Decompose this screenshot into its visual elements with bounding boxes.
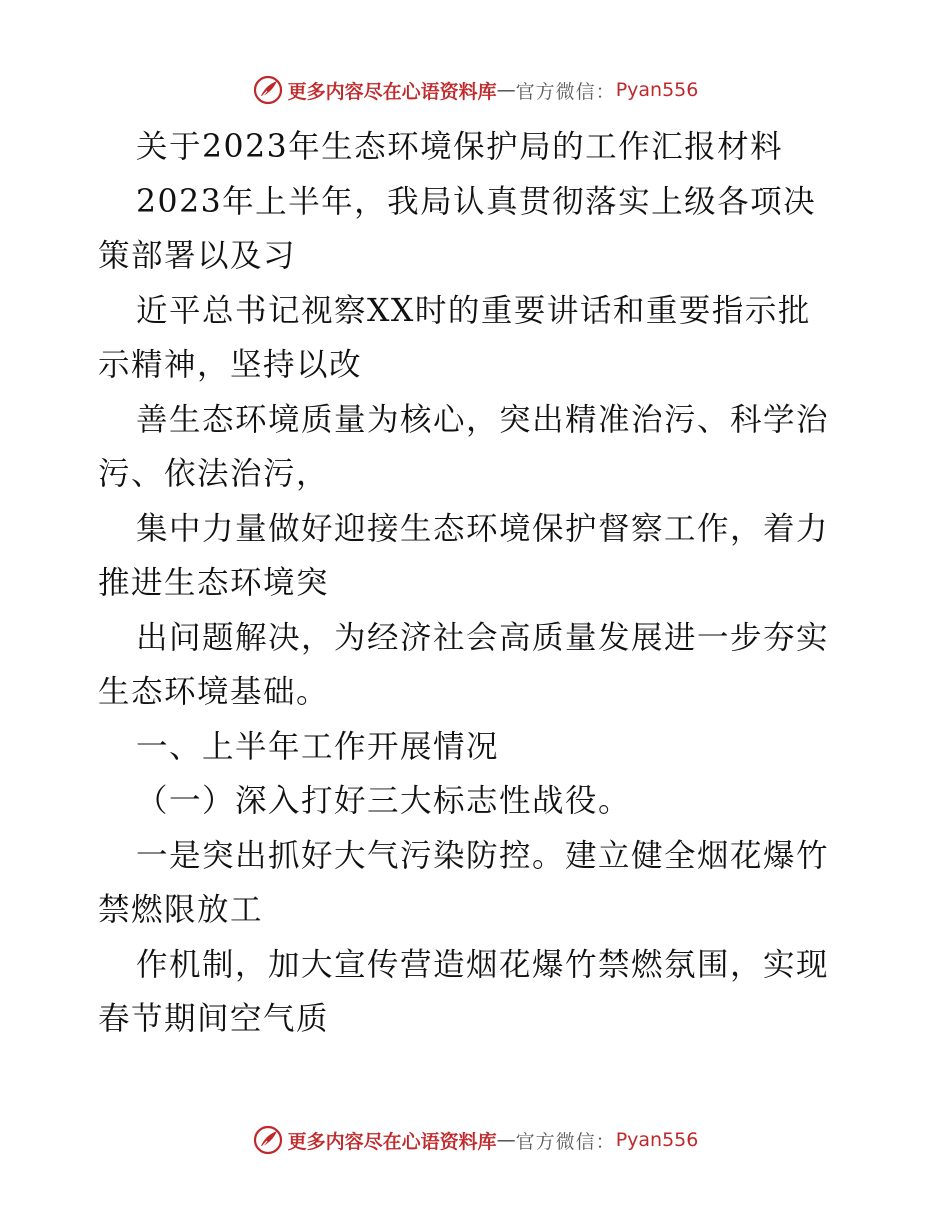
- paragraph-line: 作机制，加大宣传营造烟花爆竹禁燃氛围，实现: [136, 946, 830, 983]
- document-body: [98, 120, 858, 1047]
- watermark-wechat-label: 官方微信：: [515, 80, 616, 103]
- paragraph-line: 污、依法治污，: [98, 456, 330, 492]
- feather-pen-logo-icon: [252, 1124, 284, 1156]
- paragraph-line: 近平总书记视察XX时的重要讲话和重要指示批: [136, 292, 811, 329]
- paragraph-line: 2023年上半年，我局认真贯彻落实上级各项决: [136, 183, 817, 220]
- watermark-separator: —: [496, 79, 516, 101]
- paragraph-line: （一）深入打好三大标志性战役。: [136, 783, 632, 819]
- watermark-wechat-id: Pyan556: [615, 79, 699, 101]
- paragraph-line: 生态环境基础。: [98, 674, 330, 710]
- watermark-site-name: 更多内容尽在心语资料库: [287, 80, 497, 103]
- paragraph-line: 出问题解决，为经济社会高质量发展进一步夯实: [136, 619, 830, 656]
- watermark-separator: —: [496, 1129, 516, 1151]
- paragraph-line: 示精神，坚持以改: [98, 347, 363, 383]
- paragraph-line: 春节期间空气质: [98, 1001, 330, 1037]
- paragraph-line: 一、上半年工作开展情况: [136, 728, 500, 765]
- feather-pen-logo-icon: [252, 74, 284, 106]
- header-watermark: [0, 70, 950, 110]
- footer-watermark: [0, 1120, 950, 1160]
- paragraph-line: 一是突出抓好大气污染防控。建立健全烟花爆竹: [136, 837, 830, 874]
- paragraph-line: 禁燃限放工: [98, 892, 264, 928]
- watermark-site-name: 更多内容尽在心语资料库: [287, 1130, 497, 1153]
- paragraph-line: 关于2023年生态环境保护局的工作汇报材料: [136, 129, 784, 165]
- watermark-wechat-label: 官方微信：: [515, 1130, 616, 1153]
- paragraph-line: 善生态环境质量为核心，突出精准治污、科学治: [136, 401, 830, 438]
- paragraph-line: 集中力量做好迎接生态环境保护督察工作，着力: [136, 510, 830, 547]
- watermark-wechat-id: Pyan556: [615, 1129, 699, 1151]
- paragraph-line: 推进生态环境突: [98, 565, 330, 601]
- paragraph-line: 策部署以及习: [98, 238, 297, 274]
